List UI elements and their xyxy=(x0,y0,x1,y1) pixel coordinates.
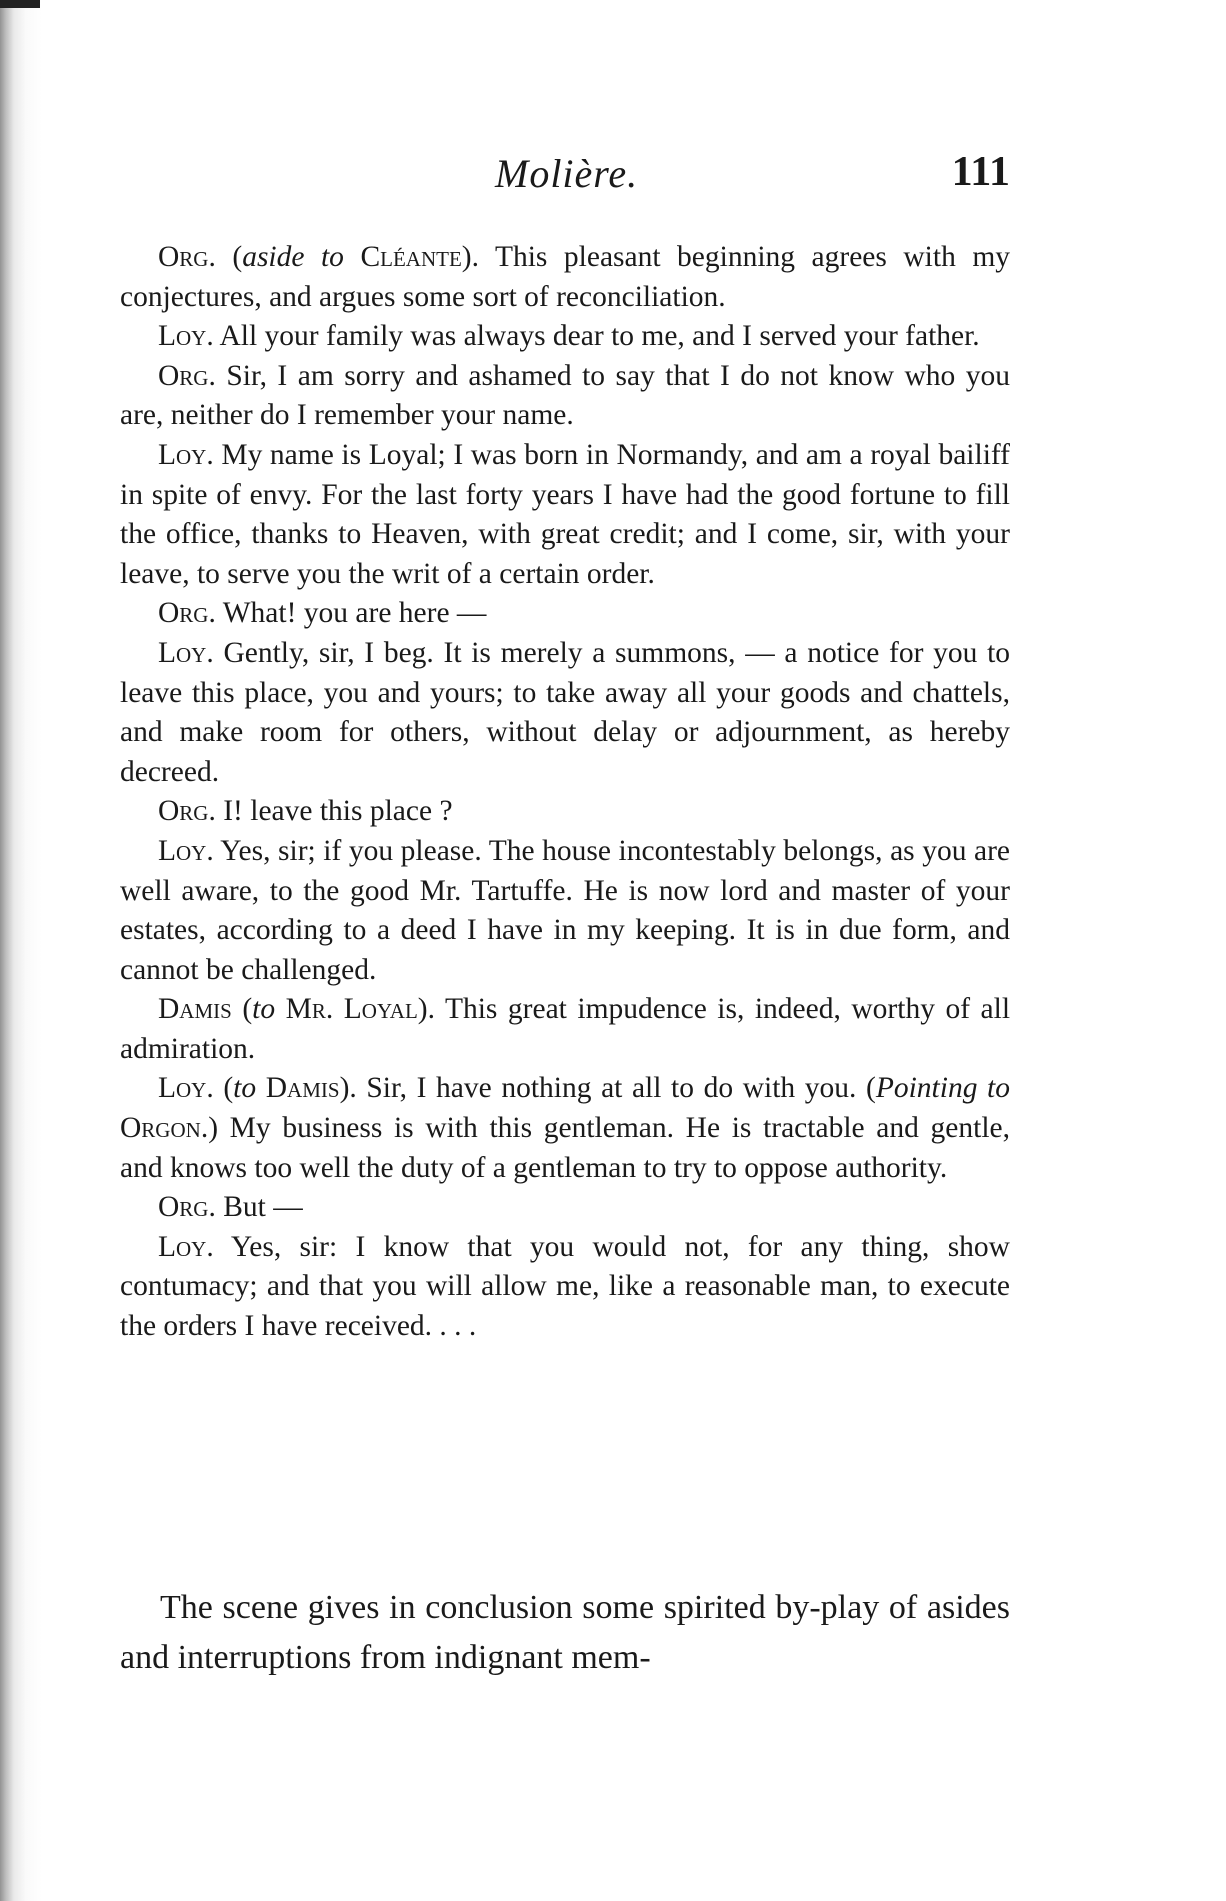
spoken-text: But — xyxy=(223,1191,303,1224)
spoken-text: All your family was always dear to me, and I served your father. xyxy=(219,320,980,353)
stage-direction: to xyxy=(233,1072,257,1105)
running-title: Molière. xyxy=(495,151,639,196)
spoken-text: ). Sir, I have nothing at all to do with you. ( xyxy=(339,1072,876,1105)
commentary-paragraph: The scene gives in conclusion some spirited by-play of asides and interruptions from indignant mem- xyxy=(120,1589,1010,1676)
dialogue-line xyxy=(120,357,1010,436)
stage-direction: Pointing to xyxy=(875,1072,1011,1105)
commentary-block xyxy=(120,1583,1010,1683)
speaker-name: Org. xyxy=(158,359,216,392)
spoken-text: I! leave this place ? xyxy=(223,795,453,828)
spoken-text: ). This pleasant beginning agrees with my conjectures, and argues some sort of reconciliation. xyxy=(120,241,1011,313)
dialogue-line xyxy=(120,832,1010,990)
spoken-text: What! you are here — xyxy=(222,597,487,630)
spoken-text: Yes, sir; if you please. The house incontestably belongs, as you are well aware, to the good Mr. Tartuffe. He is now lord and master of your estates, according to a deed I have in my keeping. It is in due form, and cannot be challenged. xyxy=(120,834,1011,986)
spoken-text: ( xyxy=(242,993,253,1026)
scan-corner-mark xyxy=(0,0,40,8)
dialogue-line xyxy=(120,1188,1010,1228)
page-number: 111 xyxy=(951,149,1010,195)
spoken-text xyxy=(275,993,286,1025)
speaker-name: Loy. xyxy=(158,438,214,471)
character-name: Damis xyxy=(265,1072,340,1105)
dialogue-line xyxy=(120,1228,1010,1347)
spoken-text: Sir, I am sorry and ashamed to say that I do not know who you are, neither do I remember your name. xyxy=(120,359,1011,432)
spoken-text: My name is Loyal; I was born in Normandy, and am a royal bailiff in spite of envy. For the last forty years I have had the good fortune to fill the office, thanks to Heaven, with great credit; and I come, sir, with your leave, to serve you the writ of a certain order. xyxy=(120,438,1011,590)
speaker-name: Org. xyxy=(158,1191,216,1224)
spoken-text: ( xyxy=(223,1072,234,1105)
character-name: Mr. Loyal xyxy=(285,993,418,1026)
dialogue-line xyxy=(120,1069,1010,1188)
speaker-name: Loy. xyxy=(158,834,214,867)
dialogue-line xyxy=(120,990,1010,1069)
speaker-name: Loy. xyxy=(158,320,214,353)
dialogue-line xyxy=(120,634,1010,792)
stage-direction: aside to xyxy=(242,241,344,273)
spoken-text: Gently, sir, I beg. It is merely a summons, — a notice for you to leave this place, you and yours; to take away all your goods and chattels, and make room for others, without delay or adjournment, as hereby decreed. xyxy=(120,636,1011,788)
dialogue-line xyxy=(120,238,1010,317)
character-name: Cléante xyxy=(360,241,462,273)
spoken-text xyxy=(256,1072,266,1104)
speaker-name: Org. xyxy=(158,795,216,828)
dialogue-line xyxy=(120,436,1010,594)
spoken-text xyxy=(344,241,361,273)
speaker-name: Org. xyxy=(158,597,216,630)
scanned-page-edge xyxy=(0,0,42,1901)
dialogue-block xyxy=(120,238,1010,1347)
page-header xyxy=(120,150,1010,210)
spoken-text: ). This great impudence is, indeed, worthy of all admiration. xyxy=(120,993,1011,1065)
spoken-text: Yes, sir: I know that you would not, for any thing, show contumacy; and that you will allow me, like a reasonable man, to execute the orders I have received. . . . xyxy=(120,1230,1010,1343)
speaker-name: Org. xyxy=(158,241,216,273)
stage-direction: to xyxy=(252,993,276,1026)
dialogue-line xyxy=(120,792,1010,832)
speaker-name: Loy. xyxy=(158,1230,214,1263)
speaker-name: Damis xyxy=(158,993,232,1026)
spoken-text: ( xyxy=(232,241,243,273)
dialogue-line xyxy=(120,317,1010,357)
speaker-name: Loy. xyxy=(158,636,214,669)
character-name: Orgon xyxy=(120,1112,201,1145)
speaker-name: Loy. xyxy=(158,1072,214,1105)
dialogue-line xyxy=(120,594,1010,634)
spoken-text: .) My business is with this gentleman. He is tractable and gentle, and knows too well the duty of a gentleman to try to oppose authority. xyxy=(120,1112,1010,1184)
